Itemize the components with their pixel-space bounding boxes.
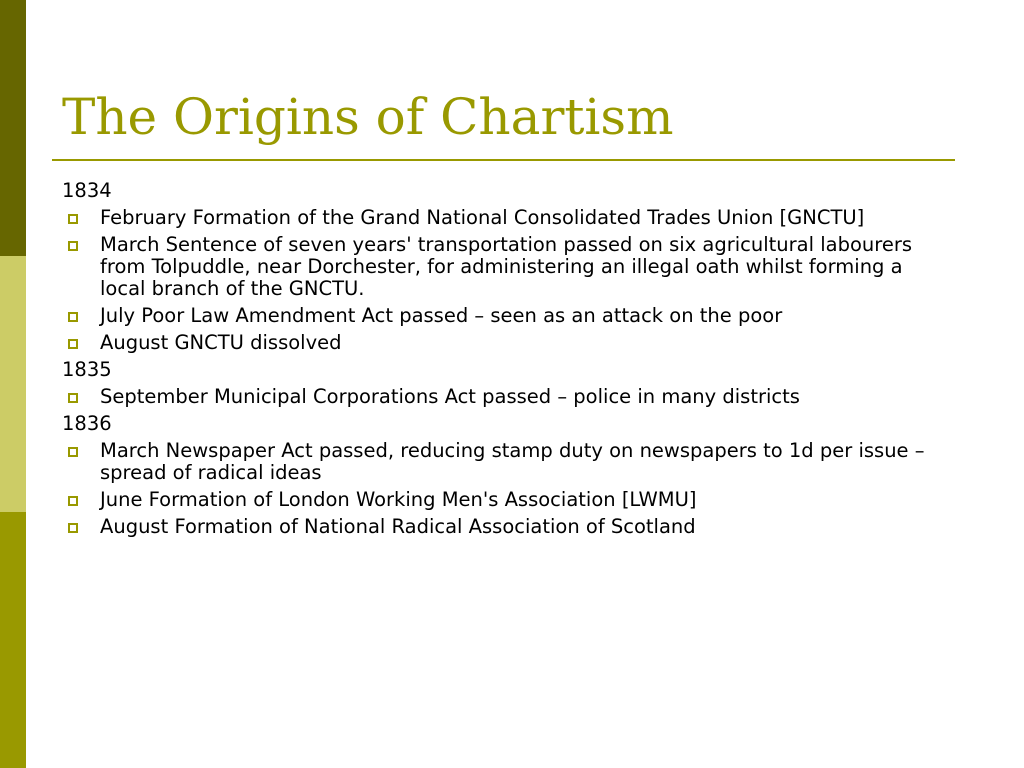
list-item xyxy=(62,489,952,511)
year-heading: 1835 xyxy=(62,358,112,381)
slide-title: The Origins of Chartism xyxy=(62,88,674,146)
year-heading: 1836 xyxy=(62,412,112,435)
slide-body xyxy=(62,180,952,543)
event-text: March Newspaper Act passed, reducing stamp duty on newspapers to 1d per issue – spread of radical ideas xyxy=(100,439,925,484)
list-item xyxy=(62,234,952,300)
list-item xyxy=(62,516,952,538)
square-bullet-icon xyxy=(68,312,78,322)
square-bullet-icon xyxy=(68,447,78,457)
sidebar-segment-middle xyxy=(0,256,26,512)
list-item xyxy=(62,207,952,229)
event-text: September Municipal Corporations Act passed – police in many districts xyxy=(100,385,800,408)
square-bullet-icon xyxy=(68,523,78,533)
event-text: July Poor Law Amendment Act passed – seen as an attack on the poor xyxy=(100,304,783,327)
event-text: June Formation of London Working Men's Association [LWMU] xyxy=(100,488,697,511)
list-item xyxy=(62,332,952,354)
sidebar-accent-bar xyxy=(0,0,26,768)
event-text: March Sentence of seven years' transportation passed on six agricultural labourers from Tolpuddle, near Dorchester, for administering an illegal oath whilst forming a local branch of the GNCTU. xyxy=(100,233,913,300)
event-text: February Formation of the Grand National Consolidated Trades Union [GNCTU] xyxy=(100,206,865,229)
list-item xyxy=(62,440,952,484)
square-bullet-icon xyxy=(68,393,78,403)
square-bullet-icon xyxy=(68,496,78,506)
square-bullet-icon xyxy=(68,339,78,349)
title-divider xyxy=(52,159,955,161)
square-bullet-icon xyxy=(68,214,78,224)
square-bullet-icon xyxy=(68,241,78,251)
event-text: August Formation of National Radical Association of Scotland xyxy=(100,515,696,538)
year-heading: 1834 xyxy=(62,179,112,202)
sidebar-segment-top xyxy=(0,0,26,256)
list-item xyxy=(62,305,952,327)
list-item xyxy=(62,386,952,408)
event-text: August GNCTU dissolved xyxy=(100,331,342,354)
sidebar-segment-bottom xyxy=(0,512,26,768)
